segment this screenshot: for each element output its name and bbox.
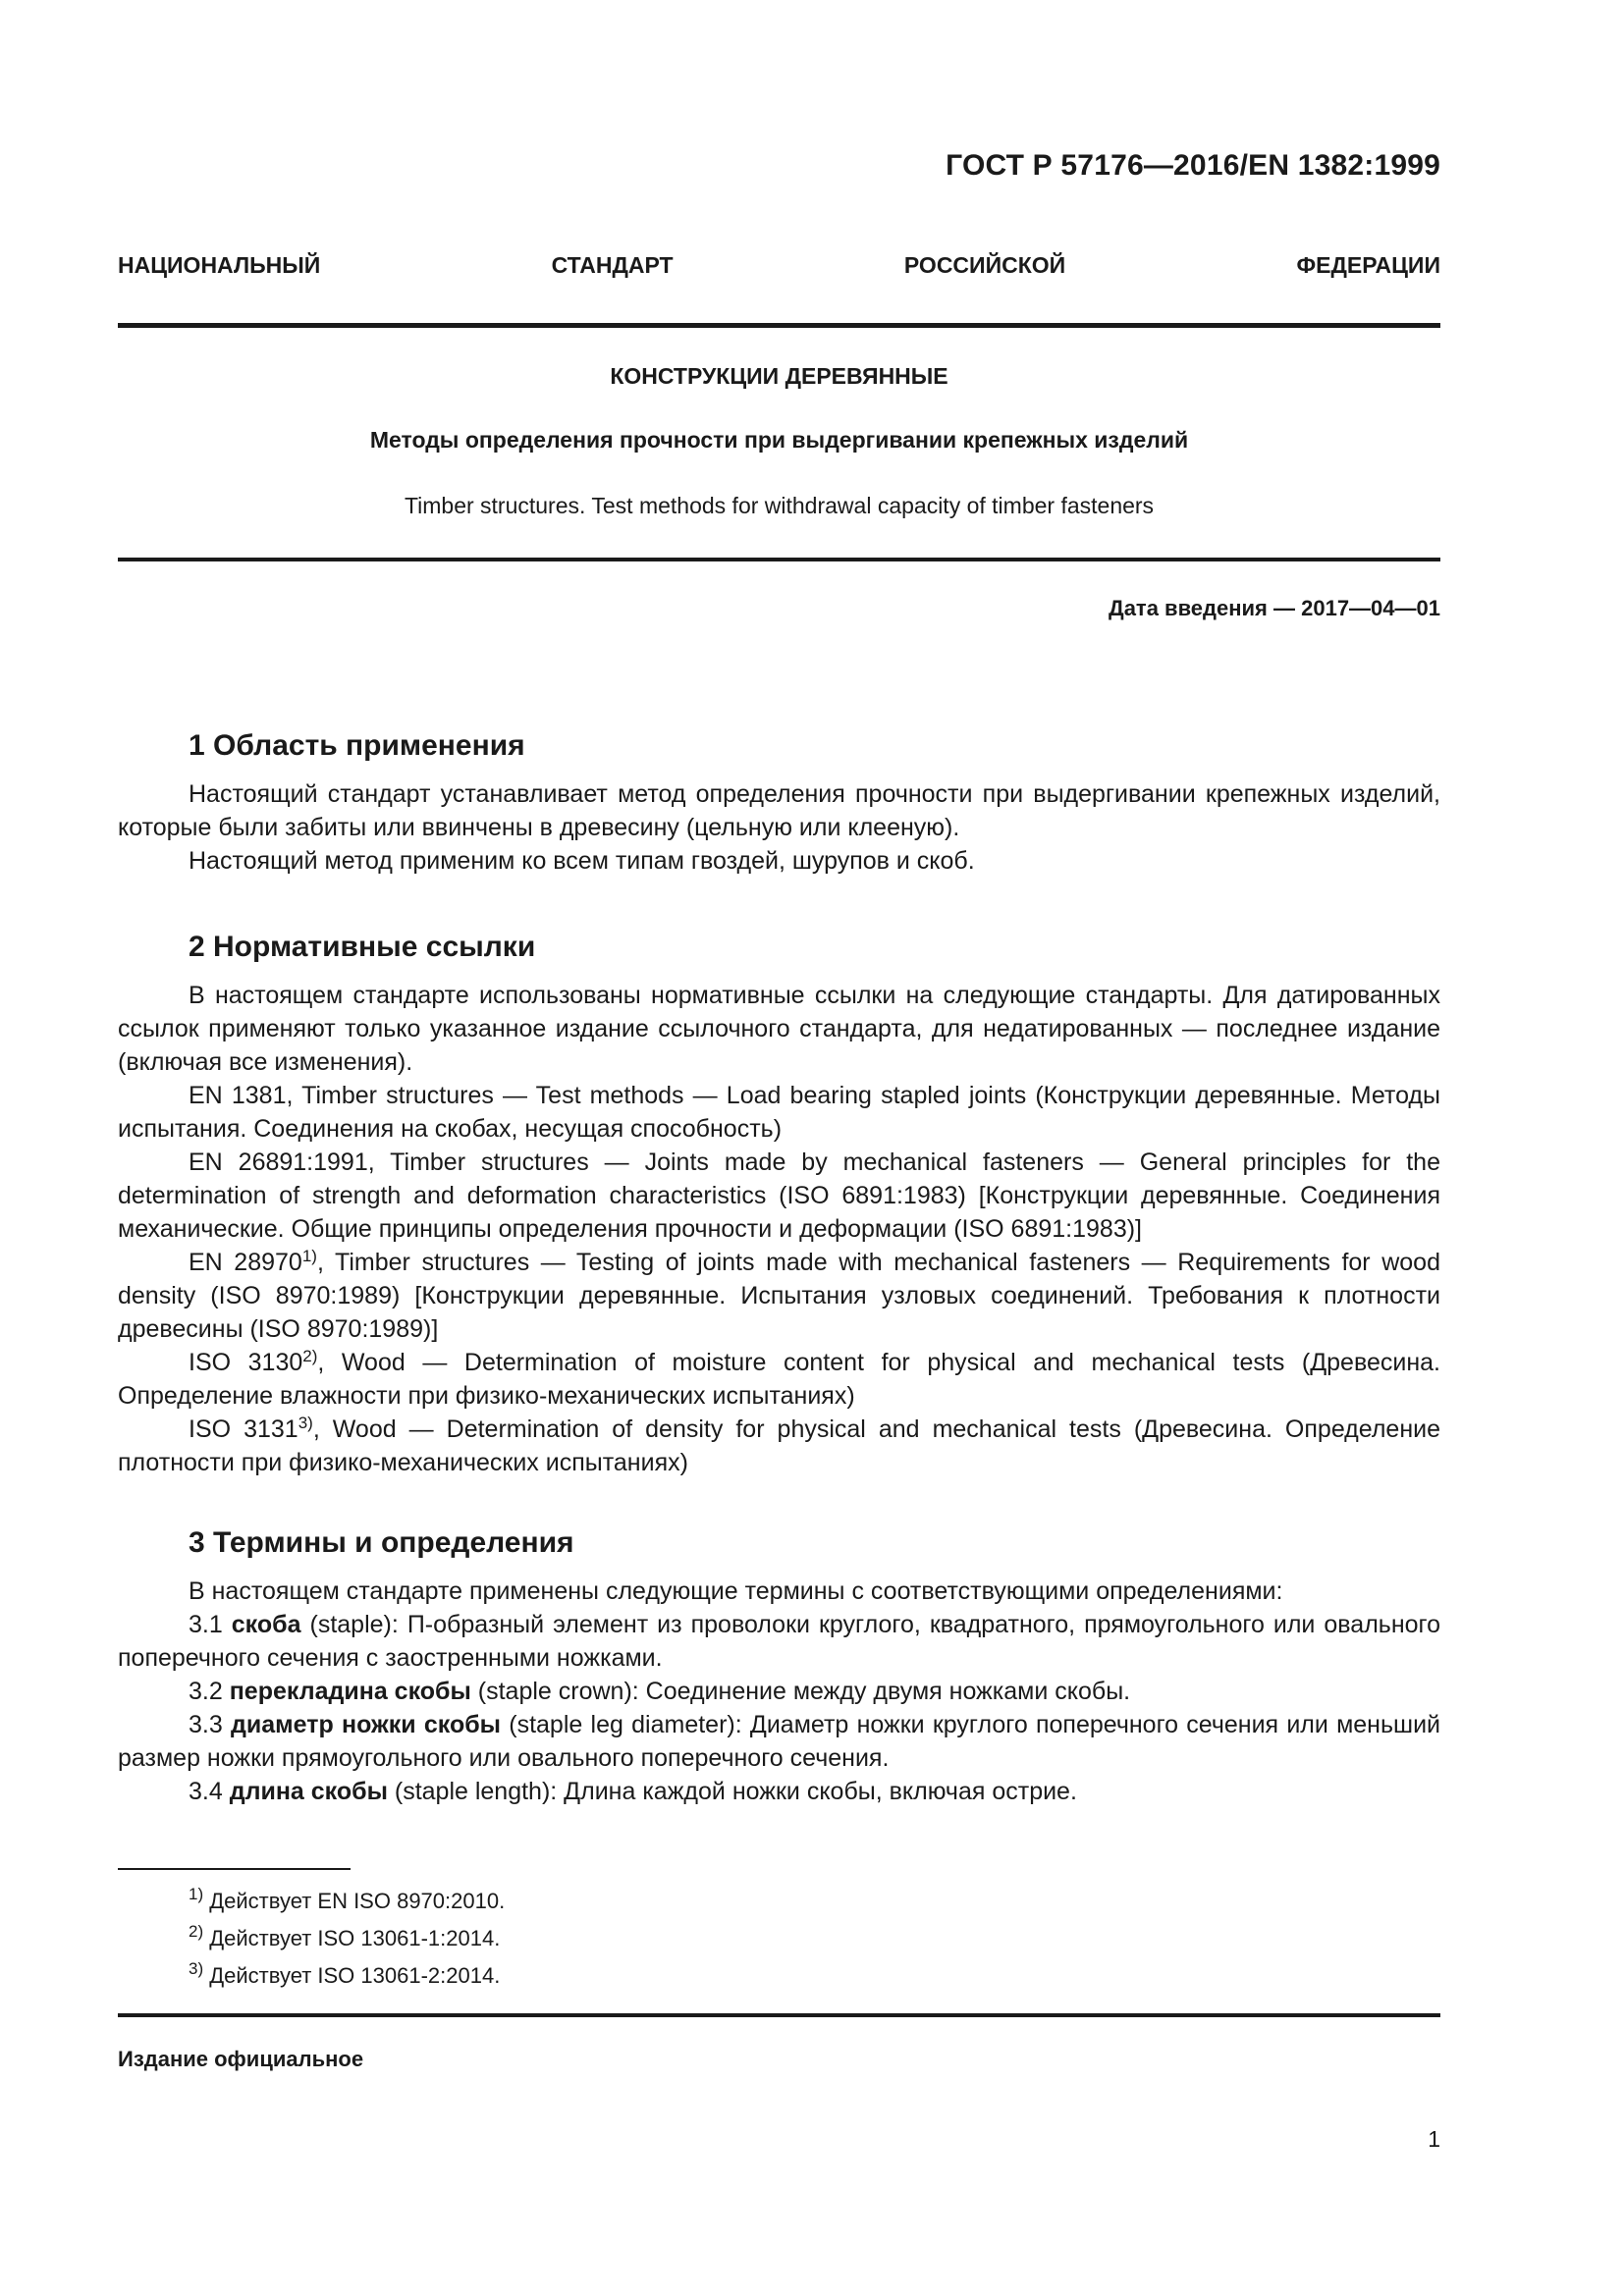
footnotes [189,1883,505,1995]
page-number: 1 [1428,2126,1440,2152]
reference-item: EN 1381, Timber structures — Test methods — Load bearing stapled joints (Конструкции деревянные. Методы испытания. Соединения на скобах, несущая способность) [118,1082,1440,1143]
footnote-mark: 2) [302,1347,318,1365]
reference-item [118,1346,1440,1413]
term-name: длина скобы [229,1778,388,1805]
term-definition: (staple leg diameter): Диаметр ножки круглого поперечного сечения или меньший размер ножки прямоугольного или овального поперечного сечения. [118,1711,1441,1772]
official-edition-label: Издание официальное [118,2047,364,2071]
section-heading: 1 Область применения [189,729,525,762]
section-normative-references [118,928,1440,1479]
term-name: скоба [231,1611,301,1638]
national-standard-label: НАЦИОНАЛЬНЫЙ СТАНДАРТ РОССИЙСКОЙ ФЕДЕРАЦИИ [118,252,1440,278]
reference-text: , Timber structures — Testing of joints made with mechanical fasteners — Requirements for wood density (ISO 8970:1989) [Конструкции деревянные. Испытания узловых соединений. Требования к плотности древесины (ISO 8970:1989)] [118,1249,1440,1343]
term-number: 3.1 [189,1611,232,1638]
term-definition: (staple crown): Соединение между двумя ножками скобы. [470,1678,1131,1705]
footnote-text: Действует ISO 13061-1:2014. [209,1926,501,1950]
title-rule [118,558,1440,561]
footnote-mark: 1) [301,1247,317,1265]
footnote [189,1957,505,1995]
section-terms [118,1523,1440,1808]
reference-item [118,1413,1440,1479]
footnote [189,1883,505,1920]
reference-code: ISO 3130 [189,1349,303,1376]
introduction-date: Дата введения — 2017—04—01 [1109,596,1440,620]
paragraph: Настоящий метод применим ко всем типам гвоздей, шурупов и скоб. [189,847,975,875]
footnote-mark: 1) [189,1885,204,1903]
term-item [118,1675,1440,1708]
document-title: КОНСТРУКЦИИ ДЕРЕВЯННЫЕ [610,363,948,389]
paragraph: Настоящий стандарт устанавливает метод определения прочности при выдергивании крепежных изделий, которые были забиты или ввинчены в древесину (цельную или клееную). [118,780,1440,841]
paragraph: В настоящем стандарте использованы нормативные ссылки на следующие стандарты. Для датированных ссылок применяют только указанное издание ссылочного стандарта, для недатированных — последнее издание (включая все изменения). [118,982,1440,1076]
footnote [189,1920,505,1957]
section-heading: 3 Термины и определения [189,1526,574,1559]
footnote-mark: 3) [298,1414,313,1432]
reference-code: ISO 3131 [189,1415,298,1443]
term-item [118,1775,1440,1808]
document-page [118,0,1440,2296]
term-number: 3.2 [189,1678,230,1705]
reference-item: EN 26891:1991, Timber structures — Joints made by mechanical fasteners — General principles for the determination of strength and deformation characteristics (ISO 6891:1983) [Конструкции деревянные. Соединения механические. Общие принципы определения прочности и деформации (ISO 6891:1983)] [118,1148,1440,1243]
footnote-text: Действует EN ISO 8970:2010. [209,1889,506,1913]
section-scope [118,726,1440,878]
document-subtitle: Методы определения прочности при выдергивании крепежных изделий [369,427,1189,453]
term-item [118,1708,1440,1775]
section-heading: 2 Нормативные ссылки [189,931,536,963]
english-title: Timber structures. Test methods for withdrawal capacity of timber fasteners [404,493,1155,518]
term-number: 3.3 [189,1711,231,1738]
term-name: перекладина скобы [229,1678,471,1705]
standard-code: ГОСТ Р 57176—2016/EN 1382:1999 [946,149,1440,182]
footer-rule [118,2013,1440,2017]
header-rule [118,323,1440,328]
footnote-text: Действует ISO 13061-2:2014. [209,1963,501,1988]
term-number: 3.4 [189,1778,230,1805]
term-definition: (staple length): Длина каждой ножки скобы, включая острие. [387,1778,1077,1805]
footnote-mark: 2) [189,1922,204,1941]
paragraph: В настоящем стандарте применены следующие термины с соответствующими определениями: [189,1577,1283,1605]
term-name: диаметр ножки скобы [231,1711,502,1738]
reference-text: , Wood — Determination of moisture content for physical and mechanical tests (Древесина. Определение влажности при физико-механических испытаниях) [118,1349,1440,1410]
term-definition: (staple): П-образный элемент из проволоки круглого, квадратного, прямоугольного или овального поперечного сечения с заостренными ножками. [118,1611,1441,1672]
term-item [118,1608,1440,1675]
reference-text: , Wood — Determination of density for physical and mechanical tests (Древесина. Определение плотности при физико-механических испытаниях) [118,1415,1441,1476]
footnote-mark: 3) [189,1959,204,1978]
reference-code: EN 28970 [189,1249,302,1276]
footnote-rule [118,1868,351,1870]
reference-item [118,1246,1440,1346]
